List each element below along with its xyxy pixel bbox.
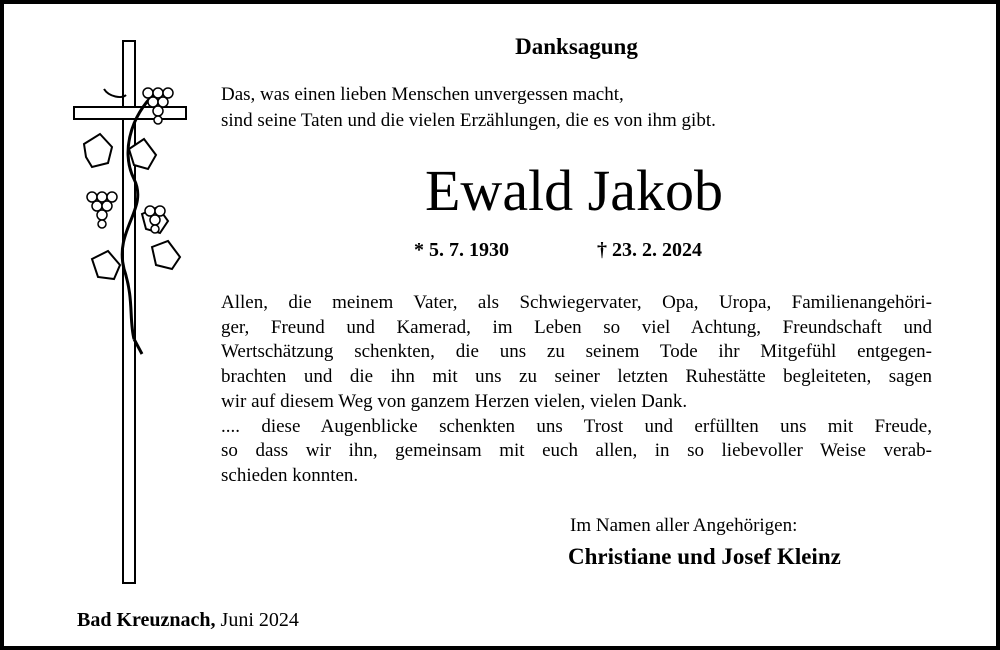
death-date: † 23. 2. 2024 — [597, 239, 702, 261]
paragraph-line: Allen, die meinem Vater, als Schwiegervater, Opa, Uropa, Familienangehöri- — [221, 292, 932, 313]
footer-place: Bad Kreuznach, — [77, 609, 216, 631]
paragraph-line: .... diese Augenblicke schenkten uns Trost und erfüllten uns mit Freude, — [221, 415, 932, 437]
paragraph-line: schieden konnten. — [221, 464, 359, 486]
signature-names: Christiane und Josef Kleinz — [568, 544, 841, 569]
deceased-name: Ewald Jakob — [425, 158, 723, 223]
page-title: Danksagung — [515, 34, 638, 59]
paragraph-line: wir auf diesem Weg von ganzem Herzen vielen, vielen Dank. — [221, 390, 688, 412]
motto-line: sind seine Taten und die vielen Erzählungen, die es von ihm gibt. — [221, 110, 716, 131]
paragraph-line: Wertschätzung schenkten, die uns zu seinem Tode ihr Mitgefühl entgegen- — [221, 341, 932, 363]
footer-date: Juni 2024 — [220, 609, 299, 631]
footer — [77, 609, 299, 632]
motto-quote — [221, 82, 716, 134]
paragraph-line: so dass wir ihn, gemeinsam mit euch allen, in so liebevoller Weise verab- — [221, 440, 932, 462]
paragraph-line: brachten und die ihn mit uns zu seiner letzten Ruhestätte begleiteten, sagen — [221, 366, 932, 388]
birth-date: * 5. 7. 1930 — [414, 239, 509, 261]
thanks-paragraph — [221, 291, 932, 489]
paragraph-line: ger, Freund und Kamerad, im Leben so viel Achtung, Freundschaft und — [221, 316, 932, 338]
cross-with-grapevine-icon — [64, 39, 204, 589]
signature-intro: Im Namen aller Angehörigen: — [570, 515, 798, 536]
motto-line: Das, was einen lieben Menschen unvergessen macht, — [221, 84, 624, 105]
